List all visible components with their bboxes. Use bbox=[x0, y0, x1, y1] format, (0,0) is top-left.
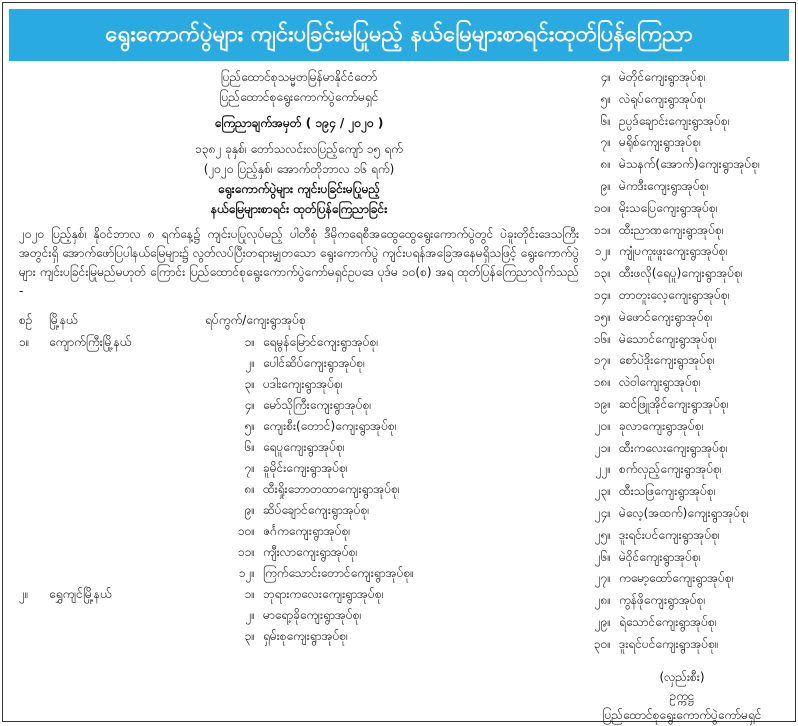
village-number: ၁။ bbox=[244, 335, 255, 349]
table-row bbox=[575, 503, 789, 525]
row-number bbox=[19, 521, 49, 542]
village-tract-name: ရဲသောင်ကျေးရွာအုပ်စု၊ bbox=[619, 614, 717, 629]
table-row bbox=[575, 111, 789, 133]
village-tract-name: လဲဝါကျေးရွာအုပ်စု၊ bbox=[619, 375, 701, 390]
village-tract-name: မဲဝိုင်ကျေးရွာအုပ်စု၊ bbox=[619, 549, 701, 564]
village-number: ၅။ bbox=[244, 419, 255, 433]
table-row bbox=[575, 394, 789, 416]
table-row bbox=[575, 89, 789, 111]
signature-block bbox=[575, 668, 789, 725]
table-row bbox=[19, 605, 579, 626]
column-village-header: ရပ်ကွက်/ကျေးရွာအုပ်စု bbox=[205, 313, 306, 327]
township-name bbox=[49, 479, 217, 500]
row-number bbox=[19, 563, 49, 584]
village-tract-name: ပဒါးကျေးရွာအုပ်စု၊ bbox=[263, 377, 343, 391]
village-number: ၄။ bbox=[244, 398, 255, 412]
village-tract-name: လဲရုပ်ကျေးရွာအုပ်စု၊ bbox=[619, 91, 706, 106]
village-number: ၂၁။ bbox=[594, 440, 611, 455]
gregorian-date: (၂၀၂၀ ပြည့်နှစ်၊ အောက်တိုဘာလ ၁၆ ရက်) bbox=[203, 162, 395, 176]
table-row bbox=[575, 416, 789, 438]
township-name bbox=[49, 437, 217, 458]
township-name bbox=[49, 353, 217, 374]
village-number: ၃။ bbox=[244, 629, 255, 643]
myanmar-date: ၁၃၈၂ ခုနှစ်၊ တော်သလင်းလပြည့်ကျော် ၁၅ ရက် bbox=[195, 142, 403, 156]
row-number bbox=[19, 542, 49, 563]
village-tract-name: ထီးသဖြကျေးရွာအုပ်စု၊ bbox=[619, 484, 716, 499]
table-row bbox=[19, 395, 579, 416]
village-tract-name: တာတူးလေ့ကျေးရွာအုပ်စု၊ bbox=[619, 287, 730, 302]
village-number: ၁၁။ bbox=[237, 545, 255, 559]
row-number: ၁။ bbox=[19, 335, 30, 349]
table-row bbox=[575, 263, 789, 285]
village-tract-name: ထီးညာဏကျေးရွာအုပ်စု၊ bbox=[619, 222, 724, 237]
village-number: ၁၉။ bbox=[593, 396, 611, 411]
table-row bbox=[575, 438, 789, 460]
table-row bbox=[19, 374, 579, 395]
village-tract-name: ကျေးစီး(တောင်)ကျေးရွာအုပ်စု၊ bbox=[263, 419, 397, 433]
signatory-organization: ပြည်ထောင်စုရွေးကောက်ပွဲကော်မရှင် bbox=[602, 707, 762, 722]
village-tract-name: ထီးကလေးကျေးရွာအုပ်စု၊ bbox=[619, 440, 728, 455]
subject-line-1: ရွေးကောက်ပွဲများ ကျင်းပခြင်းမပြုမည့် bbox=[217, 182, 381, 196]
village-tract-name: မဲသောင်ကျေးရွာအုပ်စု၊ bbox=[619, 331, 717, 346]
table-row bbox=[575, 350, 789, 372]
village-number: ၉။ bbox=[600, 178, 611, 193]
row-number: ၂။ bbox=[19, 587, 29, 601]
column-number-header: စဉ် bbox=[19, 313, 33, 327]
village-tract-name: ထီးဖလို(ရေပူ)ကျေးရွာအုပ်စု၊ bbox=[619, 266, 743, 281]
village-tract-name: ကြက်သောင်းတောင်ကျေးရွာအုပ်စု။ bbox=[263, 566, 414, 580]
village-number: ၁၈။ bbox=[593, 375, 611, 390]
table-row bbox=[19, 584, 579, 605]
commission-name: ပြည်ထောင်စုရွေးကောက်ပွဲကော်မရှင် bbox=[219, 90, 379, 104]
village-tract-name: ရှမ်းစုကျေးရွာအုပ်စု၊ bbox=[263, 629, 349, 643]
village-number: ၁၇။ bbox=[593, 353, 611, 368]
table-row bbox=[19, 416, 579, 437]
row-number bbox=[19, 479, 49, 500]
village-tract-name: ဥပ္ပဒ်ချောင်းကျေးရွာအုပ်စု၊ bbox=[619, 113, 730, 128]
village-tract-name: ကျီးလာကျေးရွာအုပ်စု၊ bbox=[263, 545, 358, 559]
village-tract-name: ရေမွန်မြောင်ကျေးရွာအုပ်စု၊ bbox=[263, 335, 379, 349]
village-tract-name: စက်လှည့်ကျေးရွာအုပ်စု၊ bbox=[619, 462, 722, 477]
village-tract-name: ဘုရားကလေးကျေးရွာအုပ်စု၊ bbox=[263, 587, 384, 601]
village-number: ၃။ bbox=[244, 377, 255, 391]
township-name bbox=[49, 374, 217, 395]
table-row bbox=[575, 307, 789, 329]
township-name bbox=[49, 605, 217, 626]
table-row bbox=[575, 220, 789, 242]
village-tract-name: ကျုံပကူးဖူးကျေးရွာအုပ်စု၊ bbox=[619, 244, 728, 259]
village-number: ၂၈။ bbox=[594, 593, 611, 608]
village-number: ၈။ bbox=[600, 157, 611, 172]
village-number: ၁၂။ bbox=[238, 566, 255, 580]
village-tract-name: မဲလေ့(အထက်)ကျေးရွာအုပ်စု၊ bbox=[619, 505, 749, 520]
village-number: ၂၂။ bbox=[595, 462, 611, 477]
village-number: ၁၀။ bbox=[593, 200, 611, 215]
announcement-paragraph: ၂၀၂၀ ပြည့်နှစ်၊ နိုဝင်ဘာလ ၈ ရက်နေ့၌ ကျင်းပပြုလုပ်မည့် ပါတီစုံ ဒီမိုကရေစီအထွေထွေရွေးကောက်ပွဲတွင် ပဲခူးတိုင်းဒေသကြီးအတွင်းရှိ အောက်ဖော်ပြပါနယ်မြေများ၌ လွတ်လပ်ပြီးတရားမျှတသော ရွေးကောက်ပွဲ ကျင်းပရန်အခြေအနေမရှိသဖြင့် ရွေးကောက်ပွဲများ ကျင်းပခြင်းမြုမည်မဟုတ် ကြောင်း ပြည်ထောင်စုရွေးကောက်ပွဲကော်မရှင်ဥပဒေ ပုဒ်မ ၁၀(စ) အရ ထုတ်ပြန်ကြေညာလိုက်သည် - bbox=[19, 227, 579, 298]
table-row bbox=[19, 332, 579, 353]
village-tract-name: ရေပူကျေးရွာအုပ်စု၊ bbox=[263, 440, 345, 454]
village-tract-name: ဒူးရင်းပင်ကျေးရွာအုပ်စု၊ bbox=[619, 527, 720, 542]
village-number: ၁၄။ bbox=[593, 287, 611, 302]
table-header bbox=[19, 311, 579, 330]
table-row bbox=[575, 568, 789, 590]
township-name: ရွှေကျင်မြို့နယ် bbox=[49, 587, 112, 601]
table-row bbox=[575, 525, 789, 547]
township-name bbox=[49, 563, 217, 584]
village-number: ၁၆။ bbox=[593, 331, 611, 346]
township-name bbox=[49, 542, 217, 563]
table-row bbox=[575, 547, 789, 569]
village-number: ၂၆။ bbox=[594, 549, 611, 564]
table-row bbox=[575, 154, 789, 176]
table-row bbox=[575, 634, 789, 656]
township-name bbox=[49, 500, 217, 521]
row-number bbox=[19, 626, 49, 647]
table-row bbox=[19, 437, 579, 458]
village-number: ၄။ bbox=[600, 70, 611, 84]
village-tract-name: မရိုစ်ကျေးရွာအုပ်စု၊ bbox=[619, 135, 702, 150]
table-row bbox=[575, 481, 789, 503]
village-number: ၂၅။ bbox=[594, 527, 611, 542]
table-row bbox=[575, 176, 789, 198]
village-number: ၂။ bbox=[245, 356, 255, 370]
township-name bbox=[49, 521, 217, 542]
village-tract-name: ခူမိုင်းကျေးရွာအုပ်စု၊ bbox=[263, 461, 348, 475]
village-tract-name: ထီးရှိုးဘောတထာကျေးရွာအုပ်စု၊ bbox=[263, 482, 400, 496]
village-number: ၅။ bbox=[600, 91, 611, 106]
village-tract-name: ကွန်ဖိုကျေးရွာအုပ်စု၊ bbox=[619, 593, 706, 608]
signatory-title: ဥက္ကဋ္ဌ bbox=[669, 688, 695, 703]
village-tract-name: ဇင်္ဂကကျေးရွာအုပ်စု၊ bbox=[263, 524, 351, 538]
signatory-name: (လှည်းစီး) bbox=[659, 669, 705, 684]
announcement-banner: ရွေးကောက်ပွဲများ ကျင်းပခြင်းမပြုမည့် နယ်မြေများစာရင်းထုတ်ပြန်ကြေညာ bbox=[9, 9, 789, 61]
row-number bbox=[19, 500, 49, 521]
township-name bbox=[49, 416, 217, 437]
village-number: ၁၀။ bbox=[237, 524, 255, 538]
table-row bbox=[575, 590, 789, 612]
village-tract-name: ခုလာကျေးရွာအုပ်စု၊ bbox=[619, 418, 704, 433]
row-number bbox=[19, 458, 49, 479]
village-tract-name: မော်သိုကြီးကျေးရွာအုပ်စု၊ bbox=[263, 398, 372, 412]
village-number: ၂၉။ bbox=[594, 614, 611, 629]
village-number: ၁၂။ bbox=[594, 244, 611, 259]
subject-line-2: နယ်မြေများစာရင်း ထုတ်ပြန်ကြေညာခြင်း bbox=[210, 202, 388, 216]
table-row bbox=[19, 479, 579, 500]
village-tract-name: ဆိပ်ချောင်ကျေးရွာအုပ်စု၊ bbox=[263, 503, 370, 517]
table-row bbox=[575, 132, 789, 154]
village-number: ၉။ bbox=[244, 503, 255, 517]
table-row bbox=[19, 542, 579, 563]
table-row bbox=[19, 353, 579, 374]
village-number: ၁၃။ bbox=[593, 266, 611, 281]
village-tract-name: စော်ပဲဒိုးကျေးရွာအုပ်စု၊ bbox=[619, 353, 715, 368]
table-row bbox=[19, 500, 579, 521]
document-header bbox=[19, 67, 579, 219]
township-name bbox=[49, 626, 217, 647]
village-list-left bbox=[19, 332, 579, 647]
village-number: ၁၁။ bbox=[593, 222, 611, 237]
table-row bbox=[19, 626, 579, 647]
township-name bbox=[49, 395, 217, 416]
row-number bbox=[19, 437, 49, 458]
row-number bbox=[19, 374, 49, 395]
table-row bbox=[575, 285, 789, 307]
table-row bbox=[575, 612, 789, 634]
village-number: ၆။ bbox=[244, 440, 255, 454]
left-column bbox=[19, 67, 579, 647]
township-name: ကျောက်ကြီးမြို့နယ် bbox=[49, 335, 132, 349]
village-number: ၂၇။ bbox=[594, 571, 611, 586]
row-number bbox=[19, 605, 49, 626]
table-row bbox=[575, 459, 789, 481]
village-list-right bbox=[575, 67, 789, 656]
row-number bbox=[19, 395, 49, 416]
village-number: ၂၀။ bbox=[594, 418, 611, 433]
column-township-header: မြို့နယ် bbox=[49, 313, 78, 327]
announcement-number: ကြေညာချက်အမှတ် ( ၁၉၄ / ၂၀၂၀ ) bbox=[214, 116, 384, 130]
village-tract-name: ဆင်ဖြူအိုင်ကျေးရွာအုပ်စု၊ bbox=[619, 396, 729, 411]
village-number: ၁၅။ bbox=[593, 309, 611, 324]
village-tract-name: ကမော့ထော်ကျေးရွာအုပ်စု၊ bbox=[619, 571, 734, 586]
village-tract-name: မဲဖောင်ကျေးရွာအုပ်စု၊ bbox=[619, 309, 713, 324]
village-tract-name: မဲတိုင်ကျေးရွာအုပ်စု၊ bbox=[619, 70, 706, 84]
village-tract-name: မိုးသပြေကျေးရွာအုပ်စု၊ bbox=[619, 200, 718, 215]
table-row bbox=[575, 241, 789, 263]
row-number bbox=[19, 353, 49, 374]
village-number: ၂။ bbox=[245, 608, 255, 622]
village-number: ၂၄။ bbox=[594, 505, 611, 520]
village-number: ၂၃။ bbox=[594, 484, 611, 499]
village-number: ၇။ bbox=[244, 461, 255, 475]
announcement-page bbox=[2, 2, 796, 722]
table-row bbox=[575, 329, 789, 351]
village-tract-name: မဲကဒီးကျေးရွာအုပ်စု၊ bbox=[619, 178, 709, 193]
table-row bbox=[19, 458, 579, 479]
village-tract-name: ဒူးရင်ပင်ကျေးရွာအုပ်စု။ bbox=[619, 636, 719, 651]
row-number bbox=[19, 416, 49, 437]
state-name: ပြည်ထောင်စုသမ္မတမြန်မာနိုင်ငံတော် bbox=[220, 70, 378, 84]
table-row bbox=[575, 67, 789, 89]
village-number: ၇။ bbox=[600, 135, 611, 150]
table-row bbox=[575, 372, 789, 394]
table-row bbox=[19, 521, 579, 542]
village-number: ၁။ bbox=[244, 587, 255, 601]
village-tract-name: မဲသနက်(အောက်)ကျေးရွာအုပ်စု၊ bbox=[619, 157, 761, 172]
township-name bbox=[49, 458, 217, 479]
table-row bbox=[575, 198, 789, 220]
table-row bbox=[19, 563, 579, 584]
village-tract-name: မာရော့ခိုကျေးရွာအုပ်စု၊ bbox=[263, 608, 362, 622]
village-number: ၆။ bbox=[600, 113, 611, 128]
village-number: ၃၀။ bbox=[593, 636, 611, 651]
right-column bbox=[575, 67, 789, 725]
village-tract-name: ပေါင်ဆိပ်ကျေးရွာအုပ်စု၊ bbox=[263, 356, 366, 370]
village-number: ၈။ bbox=[244, 482, 255, 496]
